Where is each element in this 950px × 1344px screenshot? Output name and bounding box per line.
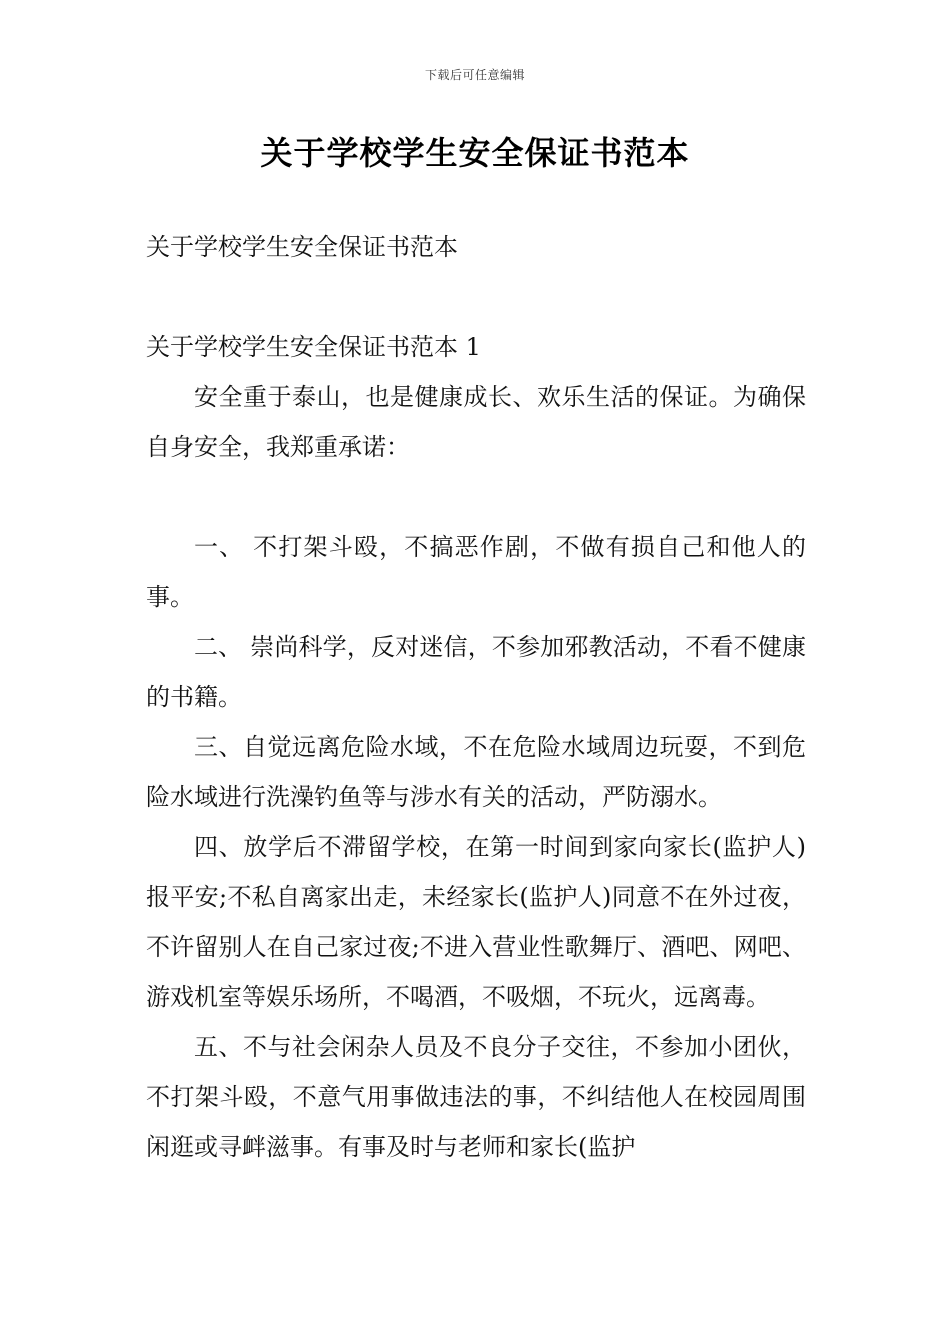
header-note: 下载后可任意编辑 xyxy=(424,68,525,82)
document-subtitle: 关于学校学生安全保证书范本 xyxy=(146,233,458,261)
section-heading: 关于学校学生安全保证书范本 1 xyxy=(146,333,481,361)
document-body xyxy=(146,222,806,1172)
pledge-item-4: 四、放学后不滞留学校，在第一时间到家向家长(监护人)报平安;不私自离家出走，未经家长(监护人)同意不在外过夜，不许留别人在自己家过夜;不进入营业性歌舞厅、酒吧、网吧、游戏机室等娱乐场所，不喝酒，不吸烟，不玩火，远离毒。 xyxy=(146,833,806,1011)
document-title: 关于学校学生安全保证书范本 xyxy=(260,134,690,172)
pledge-item-3: 三、自觉远离危险水域，不在危险水域周边玩耍，不到危险水域进行洗澡钓鱼等与涉水有关的活动，严防溺水。 xyxy=(146,733,806,811)
pledge-item-2: 二、 崇尚科学，反对迷信，不参加邪教活动，不看不健康的书籍。 xyxy=(146,633,806,711)
pledge-item-5: 五、不与社会闲杂人员及不良分子交往，不参加小团伙，不打架斗殴，不意气用事做违法的事，不纠结他人在校园周围闲逛或寻衅滋事。有事及时与老师和家长(监护 xyxy=(146,1033,806,1161)
paragraph-gap xyxy=(146,472,806,522)
pledge-item-1: 一、 不打架斗殴，不搞恶作剧，不做有损自己和他人的事。 xyxy=(146,533,806,611)
intro-paragraph: 安全重于泰山，也是健康成长、欢乐生活的保证。为确保自身安全，我郑重承诺： xyxy=(146,383,806,461)
